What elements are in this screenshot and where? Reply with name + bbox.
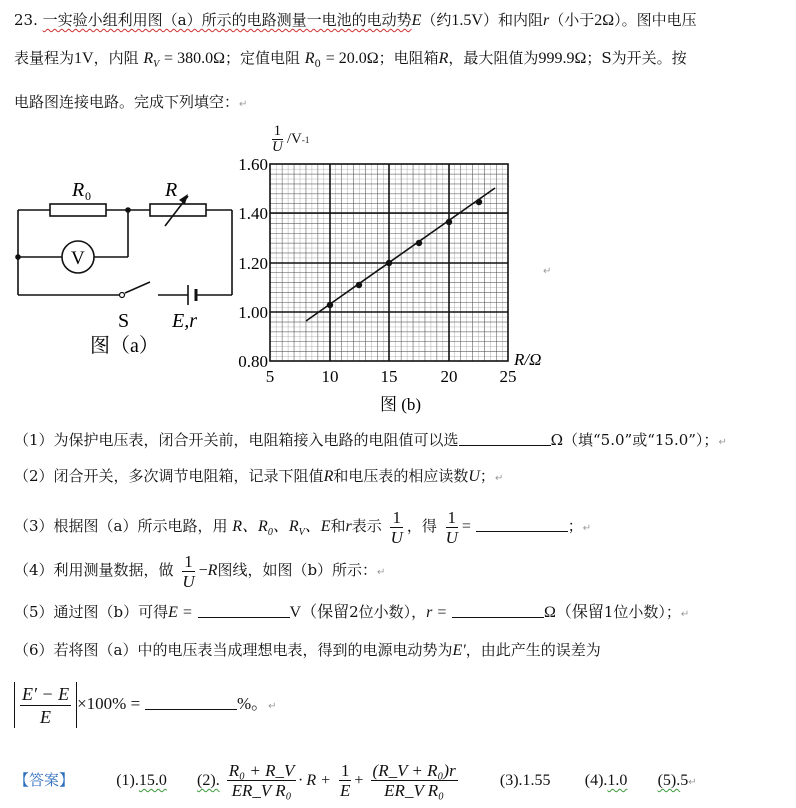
minus-sign: − — [198, 562, 208, 579]
answer-1-label: (1). — [116, 772, 139, 789]
frac-num: R₀ + R_V — [228, 761, 295, 780]
answer-4-value: 1.0 — [607, 772, 628, 789]
y-tick: 1.60 — [238, 155, 268, 174]
answer-2-frac-1 — [227, 761, 297, 800]
resistor-r0 — [50, 204, 106, 216]
answer-4-label: (4). — [584, 772, 608, 789]
question-label: （4） — [14, 561, 54, 579]
rv-subscript: V — [153, 59, 160, 70]
question-text: V（保留 — [289, 604, 350, 621]
paragraph-mark: ↵ — [680, 609, 690, 620]
r0-value: = 20.0Ω — [325, 50, 379, 67]
digits-e: 2 — [349, 603, 359, 621]
question-text: 和 — [330, 517, 346, 535]
r0-subscript: 0 — [314, 59, 321, 70]
question-text: 通过图（b）可得 — [53, 603, 169, 621]
voltmeter-range: 1V — [74, 50, 94, 67]
question-text: 若将图（a）中的电压表当成理想电表，得到的电源电动势为 — [53, 641, 453, 659]
e-equals: E = — [168, 604, 193, 621]
intro-text: （约 — [421, 11, 452, 29]
fraction-1-over-u: $\frac{1}{U}$ — [390, 507, 403, 547]
formula-percent: %。 — [236, 694, 269, 713]
y-tick: 1.00 — [238, 303, 268, 322]
switch-lever — [125, 282, 150, 293]
r0-label: R — [72, 179, 85, 201]
answer-blank-1[interactable] — [459, 431, 551, 446]
r-label: R — [165, 179, 178, 201]
answer-blank-3[interactable] — [198, 603, 290, 618]
problem-intro-line-1 — [14, 10, 697, 31]
problem-intro-line-3 — [14, 92, 247, 115]
intro-text: ）和内阻 — [482, 11, 543, 29]
figure-b-caption: 图 (b) — [380, 395, 422, 414]
intro-text: （小于 — [549, 11, 595, 29]
question-text: 根据图（a）所示电路，用 — [53, 517, 228, 535]
frac-den: ER_V R₀ — [384, 781, 445, 800]
question-text: 利用测量数据，做 — [53, 561, 174, 579]
paragraph-mark: ↵ — [494, 473, 504, 484]
digits-r: 1 — [603, 603, 614, 621]
question-label: （1） — [14, 431, 54, 449]
question-text: 位小数）； — [613, 603, 681, 621]
question-label: （6） — [14, 641, 54, 659]
question-5 — [14, 602, 689, 625]
intro-text: 表量程为 — [14, 49, 75, 67]
intro-text: ；定值电阻 — [224, 49, 300, 67]
question-label: （5） — [14, 603, 54, 621]
question-text: 表示 — [351, 517, 382, 535]
question-text: 位小数）， — [358, 603, 427, 621]
question-label: （3） — [14, 517, 54, 535]
emf-symbol: E — [411, 12, 422, 29]
vars-list: R、$R_0$、$R_V$、E — [232, 518, 331, 538]
frac-num: (R_V + R₀)r — [372, 761, 456, 780]
e-prime: E′ — [452, 642, 466, 659]
answer-blank-5[interactable] — [145, 695, 237, 710]
switch-label: S — [118, 310, 130, 332]
answer-label: 【答案】 — [14, 771, 75, 789]
answer-line — [14, 758, 697, 805]
problem-intro-line-2 — [14, 48, 687, 75]
paragraph-mark: ↵ — [239, 99, 248, 110]
x-tick: 15 — [380, 367, 398, 386]
question-label: （2） — [14, 467, 54, 485]
y-label-den: U — [272, 139, 283, 155]
battery-label: E,r — [172, 310, 197, 332]
formula-numerator: E′ − E — [22, 683, 70, 704]
intro-text: 电路图连接电路。完成下列填空： — [14, 93, 240, 111]
r0-label-sub: 0 — [85, 189, 91, 203]
paragraph-mark: ↵ — [688, 777, 697, 788]
fraction-1-over-u: $\frac{1}{U}$ — [445, 507, 458, 547]
intro-text: ，最大阻值为 — [448, 49, 539, 67]
y-label-num: 1 — [273, 123, 282, 139]
u-symbol: U — [468, 468, 480, 485]
voltmeter-label: V — [71, 248, 85, 269]
x-axis-label: R/Ω — [514, 350, 542, 369]
answer-2-mid: · R + — [298, 772, 331, 789]
fraction-1-over-u: $\frac{1}{U}$ — [182, 551, 195, 591]
frac-den: E — [340, 781, 351, 800]
r-symbol: r — [345, 518, 352, 535]
rv-value: = 380.0Ω — [164, 50, 225, 67]
intro-text: ；S为开关。按 — [586, 49, 687, 67]
y-label-exp: -1 — [301, 134, 310, 145]
r-symbol: r — [542, 12, 550, 29]
answer-1-value: 15.0 — [138, 772, 167, 789]
question-text: ； — [567, 517, 583, 535]
circuit-diagram — [10, 170, 240, 370]
question-text: Ω（保留 — [543, 604, 604, 621]
question-4 — [14, 550, 385, 593]
y-tick: 0.80 — [238, 352, 268, 371]
r-box-symbol: R — [438, 50, 449, 67]
question-text: 闭合开关，多次调节电阻箱，记录下阻值 — [53, 467, 324, 485]
r-max: 2Ω — [594, 12, 615, 29]
question-text: ，得 — [406, 517, 437, 535]
r0-symbol: R — [304, 50, 315, 67]
figure-a-caption: 图（a） — [90, 335, 159, 357]
problem-number: 23. — [14, 11, 38, 29]
answer-5-label: (5). — [657, 772, 681, 789]
junction-dot — [125, 207, 131, 213]
answer-3-value: 1.55 — [522, 772, 551, 789]
equals-sign: = — [461, 518, 471, 535]
answer-2-label: (2). — [197, 772, 220, 789]
question-text: 和电压表的相应读数 — [333, 467, 469, 485]
graph-b — [232, 122, 562, 418]
question-text: ； — [479, 467, 495, 485]
error-formula — [14, 682, 277, 729]
answer-5-value: 5 — [680, 772, 689, 789]
frac-den: ER_V R₀ — [231, 781, 292, 800]
intro-text: ，内阻 — [93, 49, 139, 67]
paragraph-mark: ↵ — [718, 437, 727, 448]
graph-plot-area — [232, 122, 562, 418]
answer-3-label: (3). — [499, 772, 523, 789]
emf-approx: 1.5V — [451, 12, 483, 29]
intro-text: ；电阻箱 — [378, 49, 439, 67]
r-equals: r = — [426, 604, 448, 621]
paragraph-mark: ↵ — [543, 266, 552, 277]
switch-contact — [120, 293, 125, 298]
y-tick: 1.40 — [238, 204, 268, 223]
absolute-value — [14, 682, 77, 728]
y-label-unit: /V — [286, 131, 302, 147]
r-box-max: 999.9Ω — [538, 50, 587, 67]
intro-text: 一实验小组利用图（a）所示的电路测量一电池的电动势 — [42, 11, 412, 29]
paragraph-mark: ↵ — [377, 567, 386, 578]
answer-blank-2[interactable] — [476, 517, 568, 532]
question-2 — [14, 466, 503, 489]
answer-2-plus: + — [354, 772, 364, 789]
paragraph-mark: ↵ — [268, 701, 277, 712]
answer-2-frac-3 — [371, 761, 458, 800]
question-text: 图线，如图（b）所示： — [217, 561, 378, 579]
formula-denominator: E — [40, 706, 52, 727]
junction-dot — [15, 254, 21, 260]
r-symbol: R — [207, 562, 218, 579]
question-text: Ω（填“5.0”或“15.0”）； — [550, 431, 719, 449]
x-tick: 5 — [265, 367, 275, 386]
rv-symbol: R — [143, 50, 154, 67]
question-text: ，由此产生的误差为 — [465, 641, 601, 659]
x-tick: 25 — [499, 367, 517, 386]
question-3 — [14, 506, 591, 553]
intro-text: ）。图中电压 — [614, 11, 697, 29]
x-tick: 20 — [440, 367, 458, 386]
formula-times: ×100% = — [77, 694, 141, 713]
question-6 — [14, 640, 601, 661]
x-tick: 10 — [321, 367, 339, 386]
answer-2-frac-2 — [338, 761, 352, 800]
paragraph-mark: ↵ — [582, 523, 592, 534]
y-tick: 1.20 — [238, 254, 268, 273]
question-1 — [14, 430, 727, 453]
question-text: 为保护电压表，闭合开关前，电阻箱接入电路的电阻值可以选 — [53, 431, 459, 449]
r-symbol: R — [323, 468, 334, 485]
answer-blank-4[interactable] — [452, 603, 544, 618]
frac-num: 1 — [340, 761, 350, 780]
